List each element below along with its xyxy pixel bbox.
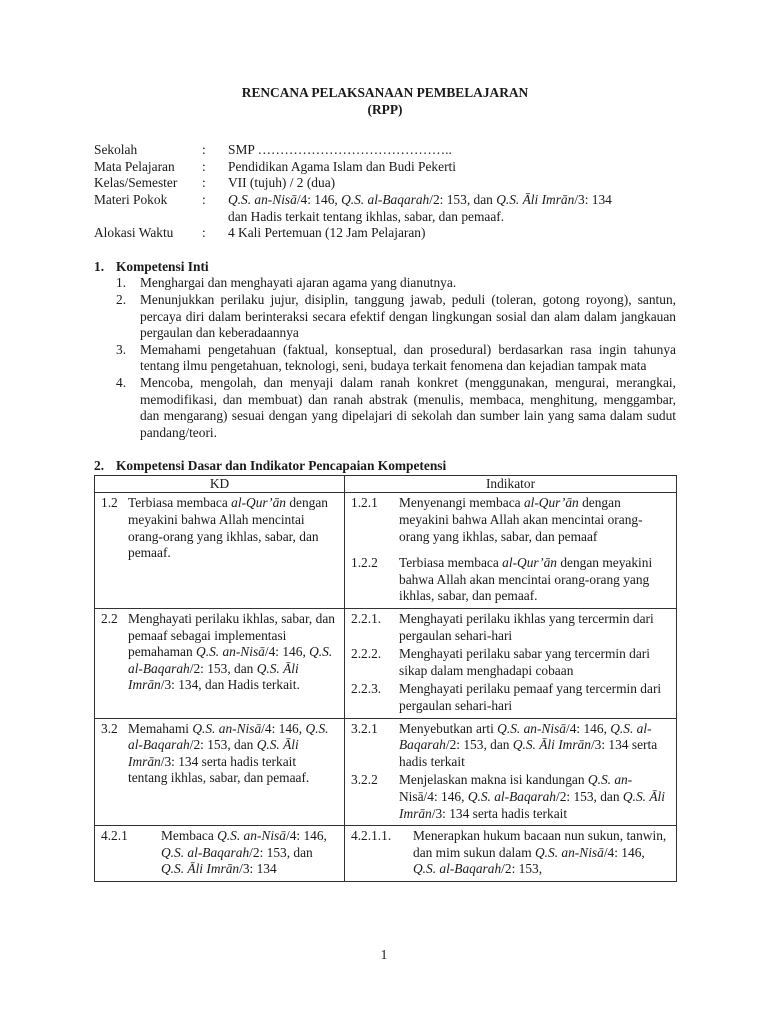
column-header-indikator: Indikator — [345, 475, 677, 493]
indikator-cell: 2.2.1. Menghayati perilaku ikhlas yang tercermin dari pergaulan sehari-hari 2.2.2. Menghayati perilaku sabar yang tercermin dari sikap dalam menghadapi cobaan 2.2.3. Menghayati perilaku pemaaf yang tercermin dari pergaulan sehari-hari — [345, 609, 677, 719]
meta-row-alokasi-waktu — [94, 225, 676, 242]
title-line-1: RENCANA PELAKSANAAN PEMBELAJARAN — [241, 85, 529, 100]
list-item: 3. Memahami pengetahuan (faktual, konseptual, dan prosedural) berdasarkan rasa ingin tahunya tentang ilmu pengetahuan, teknologi, seni, budaya terkait fenomena dan kejadian tampak mata — [116, 341, 676, 374]
table-header-row — [95, 475, 677, 493]
kd-cell: 1.2 Terbiasa membaca al-Qur’ān dengan meyakini bahwa Allah mencintai orang-orang yang ikhlas, sabar, dan pemaaf. — [95, 493, 345, 609]
meta-label: Alokasi Waktu — [94, 225, 174, 241]
section-heading-kompetensi-inti: 1. Kompetensi Inti — [94, 258, 209, 274]
list-item: 4. Mencoba, mengolah, dan menyaji dalam ranah konkret (menggunakan, mengurai, merangkai, memodifikasi, dan membuat) dan ranah abstrak (menulis, membaca, menghitung, menggambar, dan mengarang) sesuai dengan yang dipelajari di sekolah dan sumber lain yang sama dalam sudut pandang/teori. — [116, 374, 676, 440]
meta-value: Pendidikan Agama Islam dan Budi Pekerti — [228, 158, 456, 174]
table-row — [95, 718, 677, 826]
meta-value: SMP …………………………………….. — [228, 142, 452, 158]
meta-label: Kelas/Semester — [94, 175, 178, 191]
meta-colon: : — [202, 142, 206, 158]
meta-value: VII (tujuh) / 2 (dua) — [228, 175, 336, 191]
indikator-cell: 1.2.1 Menyenangi membaca al-Qur’ān dengan meyakini bahwa Allah akan mencintai orang-orang yang ikhlas, sabar, dan pemaaf 1.2.2 Terbiasa membaca al-Qur’ān dengan meyakini bahwa Allah akan mencintai orang-orang yang ikhlas, sabar, dan pemaaf. — [345, 493, 677, 609]
list-item: 2. Menunjukkan perilaku jujur, disiplin, tanggung jawab, peduli (toleran, gotong royong), santun, percaya diri dalam berinteraksi secara efektif dengan lingkungan sosial dan alam dalam jangkauan pergaulan dan keberadaannya — [116, 291, 676, 341]
meta-colon: : — [202, 158, 206, 174]
indikator-cell: 3.2.1 Menyebutkan arti Q.S. an-Nisā/4: 146, Q.S. al-Baqarah/2: 153, dan Q.S. Āli Imrān/3: 134 serta hadis terkait 3.2.2 Menjelaskan makna isi kandungan Q.S. an-Nisā/4: 146, Q.S. al-Baqarah/2: 153, dan Q.S. Āli Imrān/3: 134 serta hadis terkait — [345, 718, 677, 826]
meta-label: Sekolah — [94, 142, 138, 158]
list-item: 1. Menghargai dan menghayati ajaran agama yang dianutnya. — [116, 275, 457, 291]
table-row — [95, 826, 677, 882]
meta-value: Q.S. an-Nisā/4: 146, Q.S. al-Baqarah/2: 153, dan Q.S. Āli Imrān/3: 134 dan Hadis terkait tentang ikhlas, sabar, dan pemaaf. — [228, 191, 612, 224]
meta-row-mata-pelajaran — [94, 159, 676, 176]
title-line-2: (RPP) — [367, 101, 403, 117]
meta-row-sekolah — [94, 142, 676, 159]
kompetensi-inti-list — [94, 275, 676, 441]
meta-row-materi-pokok — [94, 192, 676, 225]
column-header-kd: KD — [95, 475, 345, 493]
page-number: 1 — [380, 947, 388, 962]
meta-colon: : — [202, 175, 206, 191]
kd-cell: 4.2.1 Membaca Q.S. an-Nisā/4: 146, Q.S. al-Baqarah/2: 153, dan Q.S. Āli Imrān/3: 134 — [95, 826, 345, 882]
document-title — [94, 85, 676, 118]
table-row — [95, 493, 677, 609]
meta-colon: : — [202, 225, 206, 241]
meta-label: Mata Pelajaran — [94, 158, 175, 174]
indikator-cell: 4.2.1.1. Menerapkan hukum bacaan nun sukun, tanwin, dan mim sukun dalam Q.S. an-Nisā/4: 146, Q.S. al-Baqarah/2: 153, — [345, 826, 677, 882]
kd-indikator-table — [94, 475, 677, 882]
meta-label: Materi Pokok — [94, 191, 168, 207]
kd-cell: 2.2 Menghayati perilaku ikhlas, sabar, dan pemaaf sebagai implementasi pemahaman Q.S. an-Nisā/4: 146, Q.S. al-Baqarah/2: 153, dan Q.S. Āli Imrān/3: 134, dan Hadis terkait. — [95, 609, 345, 719]
identity-block — [94, 142, 676, 242]
section-heading-kompetensi-dasar: 2. Kompetensi Dasar dan Indikator Pencapaian Kompetensi — [94, 458, 447, 474]
meta-value: 4 Kali Pertemuan (12 Jam Pelajaran) — [228, 225, 426, 241]
kd-cell: 3.2 Memahami Q.S. an-Nisā/4: 146, Q.S. al-Baqarah/2: 153, dan Q.S. Āli Imrān/3: 134 serta hadis terkait tentang ikhlas, sabar, dan pemaaf. — [95, 718, 345, 826]
meta-row-kelas-semester — [94, 175, 676, 192]
table-row — [95, 609, 677, 719]
meta-colon: : — [202, 191, 206, 207]
